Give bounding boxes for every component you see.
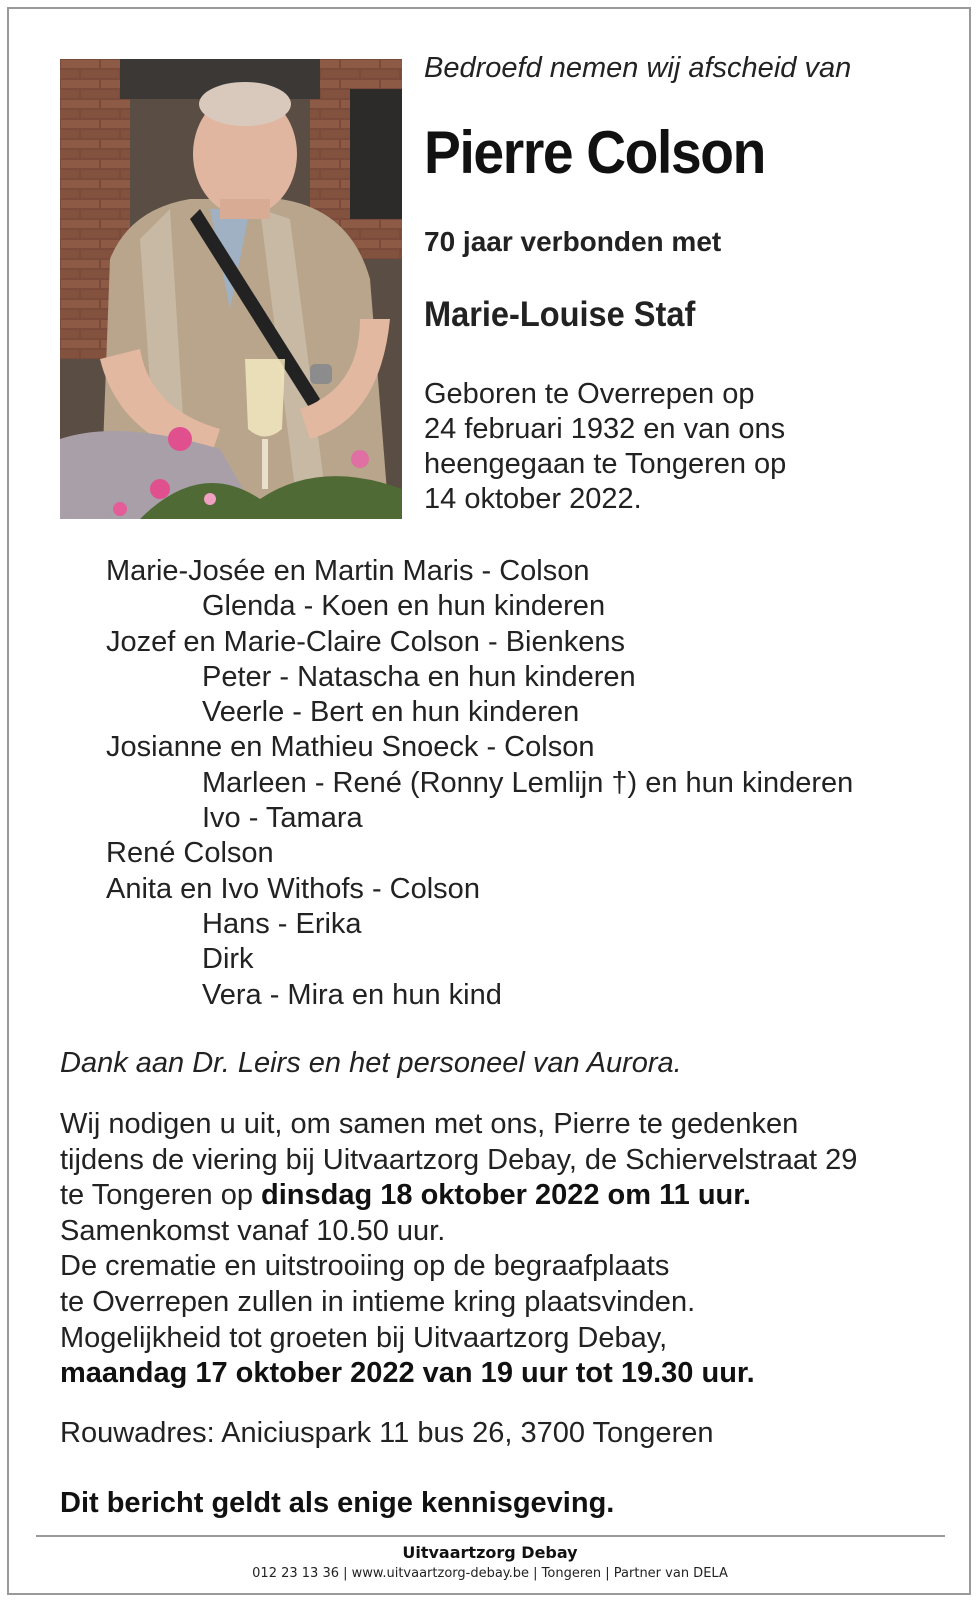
family-member: René Colson bbox=[106, 837, 274, 870]
family-member: Anita en Ivo Withofs - Colson bbox=[106, 872, 480, 905]
visitation-date: maandag 17 oktober 2022 van 19 uur tot 19.30 uur. bbox=[60, 1357, 755, 1390]
family-member: Marie-Josée en Martin Maris - Colson bbox=[106, 555, 590, 587]
ceremony-date: dinsdag 18 oktober 2022 om 11 uur. bbox=[261, 1179, 751, 1212]
ceremony-line: Wij nodigen u uit, om samen met ons, Pierre te gedenken bbox=[60, 1108, 799, 1140]
family-member: Vera - Mira en hun kind bbox=[202, 978, 502, 1011]
ceremony-line: tijdens de viering bij Uitvaartzorg Debay, de Schiervelstraat 29 bbox=[60, 1143, 858, 1176]
deceased-name: Pierre Colson bbox=[424, 119, 765, 186]
family-list bbox=[106, 554, 853, 1013]
family-member: Peter - Natascha en hun kinderen bbox=[202, 660, 636, 693]
footer-info: 012 23 13 36 | www.uitvaartzorg-debay.be | Tongeren | Partner van DELA bbox=[252, 1566, 728, 1581]
family-member: Ivo - Tamara bbox=[202, 802, 363, 835]
mourning-address: Rouwadres: Aniciuspark 11 bus 26, 3700 Tongeren bbox=[60, 1417, 714, 1449]
ceremony-line bbox=[60, 1178, 857, 1214]
footer-company: Uitvaartzorg Debay bbox=[402, 1543, 578, 1562]
ceremony-line: Mogelijkheid tot groeten bij Uitvaartzorg Debay, bbox=[60, 1321, 668, 1354]
birth-line: 14 oktober 2022. bbox=[424, 483, 642, 515]
family-member: Josianne en Mathieu Snoeck - Colson bbox=[106, 731, 595, 764]
ceremony-details bbox=[60, 1107, 857, 1392]
ceremony-line: De crematie en uitstrooiing op de begraafplaats bbox=[60, 1250, 670, 1283]
family-member: Marleen - René (Ronny Lemlijn †) en hun kinderen bbox=[202, 766, 854, 799]
family-member: Glenda - Koen en hun kinderen bbox=[202, 590, 606, 623]
footer-divider bbox=[36, 1535, 945, 1537]
ceremony-line bbox=[60, 1356, 857, 1392]
birth-line: 24 februari 1932 en van ons bbox=[424, 413, 786, 445]
portrait-photo bbox=[60, 59, 402, 519]
ceremony-line: Samenkomst vanaf 10.50 uur. bbox=[60, 1214, 446, 1247]
married-line: 70 jaar verbonden met bbox=[424, 226, 722, 257]
birth-line: heengegaan te Tongeren op bbox=[424, 448, 787, 480]
birth-line: Geboren te Overrepen op bbox=[424, 378, 755, 410]
thanks-text: Dank aan Dr. Leirs en het personeel van Aurora. bbox=[60, 1047, 682, 1079]
family-member: Dirk bbox=[202, 943, 254, 976]
family-member: Veerle - Bert en hun kinderen bbox=[202, 696, 580, 729]
notice-text: Dit bericht geldt als enige kennisgeving. bbox=[60, 1487, 615, 1519]
ceremony-line: te Overrepen zullen in intieme kring plaatsvinden. bbox=[60, 1285, 696, 1318]
family-member: Jozef en Marie-Claire Colson - Bienkens bbox=[106, 625, 625, 658]
spouse-name: Marie-Louise Staf bbox=[424, 295, 696, 334]
intro-text: Bedroefd nemen wij afscheid van bbox=[424, 52, 852, 84]
birth-details bbox=[424, 377, 786, 517]
family-member: Hans - Erika bbox=[202, 907, 362, 940]
ceremony-location: te Tongeren op bbox=[60, 1179, 262, 1212]
